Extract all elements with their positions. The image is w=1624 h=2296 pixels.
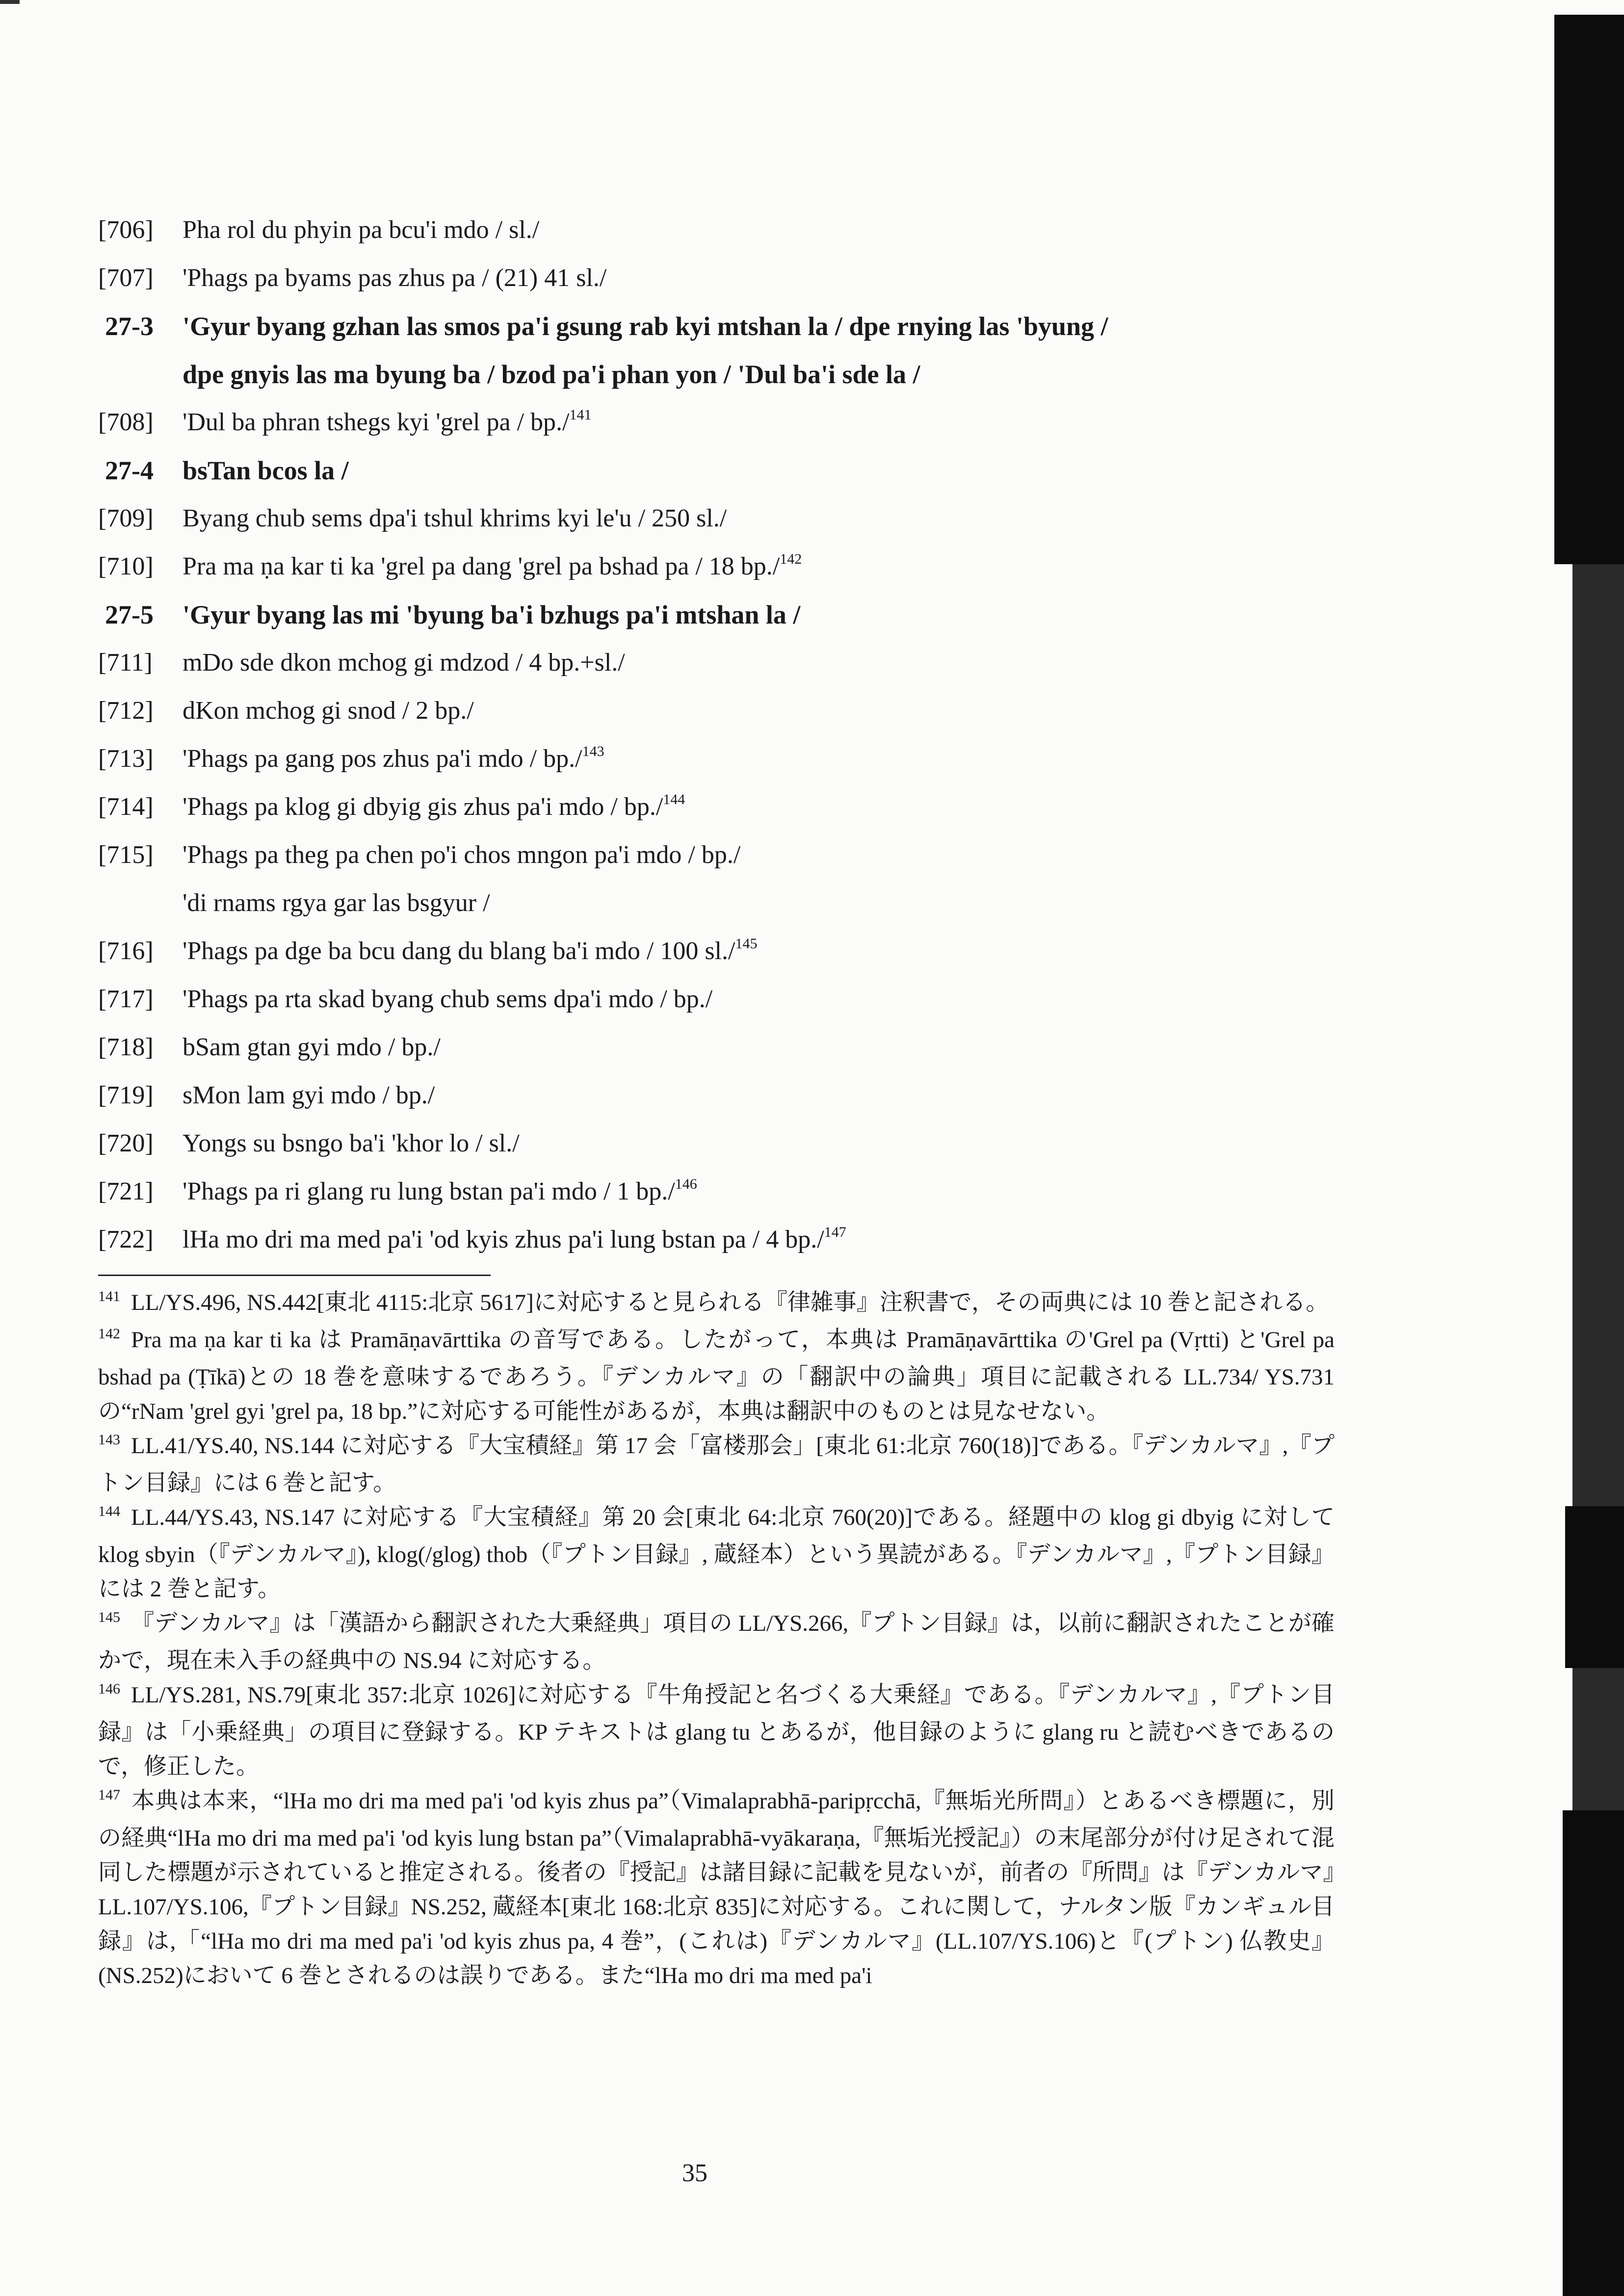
entry-text: dKon mchog gi snod / 2 bp./ <box>183 697 474 725</box>
entry-number: [718] <box>98 1033 154 1061</box>
entry-title <box>183 398 591 446</box>
footnote-text: LL/YS.496, NS.442[東北 4115:北京 5617]に対応すると見られる『律雑事』注釈書で，その両典には 10 巻と記される。 <box>131 1290 1329 1315</box>
footnote-text: 本典は本来，“lHa mo dri ma med pa'i 'od kyis zhus pa”（Vimalaprabhā-paripṛcchā,『無垢光所問』）とあるべき標題に，別の経典“lHa mo dri ma med pa'i 'od kyis lung bstan pa”（Vimalaprabhā-vyākaraṇa,『無垢光授記』）の末尾部分が付け足されて混同した標題が示されていると推定される。後者の『授記』は諸目録に記載を見ないが，前者の『所問』は『デンカルマ』LL.107/YS.106,『プトン目録』NS.252, 蔵経本[東北 168:北京 835]に対応する。これに関して，ナルタン版『カンギュル目録』は,「“lHa mo dri ma med pa'i 'od kyis zhus pa, 4 巻”，(これは)『デンカルマ』(LL.107/YS.106)と『(プトン) 仏教史』(NS.252)において 6 巻とされるのは誤りである。また“lHa mo dri ma med pa'i <box>98 1788 1335 1988</box>
entry-title <box>183 879 490 927</box>
entry-number: [711] <box>98 649 153 677</box>
footnote <box>98 1429 1335 1500</box>
catalog-entry <box>98 1023 1354 1071</box>
entry-text: Yongs su bsngo ba'i 'khor lo / sl./ <box>183 1129 520 1157</box>
scan-edge-bar <box>1563 1810 1624 2296</box>
catalog-entry <box>98 783 1354 831</box>
entry-text: 'Phags pa dge ba bcu dang du blang ba'i mdo / 100 sl./ <box>183 937 735 965</box>
entry-number: [710] <box>98 552 154 580</box>
entry-text: 'Dul ba phran tshegs kyi 'grel pa / bp./ <box>183 408 570 436</box>
page-number: 35 <box>682 2159 707 2187</box>
entry-text: mDo sde dkon mchog gi mdzod / 4 bp.+sl./ <box>183 649 625 677</box>
catalog-entry <box>98 1120 1354 1168</box>
footnote-ref: 144 <box>663 791 685 808</box>
catalog-entry <box>98 687 1354 735</box>
catalog-entry <box>98 1216 1354 1264</box>
entry-number: [707] <box>98 264 154 292</box>
footnote-ref: 142 <box>780 551 802 567</box>
entry-text: bsTan bcos la / <box>183 456 349 485</box>
entry-number: [719] <box>98 1081 154 1109</box>
entry-title <box>183 783 685 831</box>
footnote-text: LL.41/YS.40, NS.144 に対応する『大宝積経』第 17 会「富楼那会」[東北 61:北京 760(18)]である。『デンカルマ』,『プトン目録』には 6 巻と記す。 <box>98 1433 1335 1496</box>
entry-title <box>183 687 474 735</box>
entry-title <box>183 831 740 879</box>
footnote <box>98 1323 1335 1429</box>
catalog-entry <box>98 879 1354 927</box>
entry-text: 'Phags pa byams pas zhus pa / (21) 41 sl./ <box>183 264 607 292</box>
entry-title <box>183 927 757 975</box>
entry-title <box>183 543 802 591</box>
catalog-entry <box>98 543 1354 591</box>
entry-title <box>183 206 539 254</box>
entry-number: [712] <box>98 697 154 725</box>
footnote <box>98 1678 1335 1784</box>
entry-text: 'di rnams rgya gar las bsgyur / <box>183 889 490 917</box>
footnote-number: 143 <box>98 1432 120 1448</box>
section-heading <box>98 350 1354 398</box>
catalog-entry <box>98 735 1354 783</box>
entry-title <box>183 350 920 398</box>
entry-number: [706] <box>98 216 154 244</box>
footnote-ref: 141 <box>569 407 592 423</box>
entry-number: 27-4 <box>105 456 154 485</box>
entry-text: 'Phags pa theg pa chen po'i chos mngon pa'i mdo / bp./ <box>183 841 741 869</box>
entry-text: Byang chub sems dpa'i tshul khrims kyi le'u / 250 sl./ <box>183 504 727 532</box>
section-heading <box>98 591 1354 639</box>
footnote-ref: 143 <box>582 743 604 759</box>
catalog-entry <box>98 495 1354 543</box>
entry-title <box>183 735 604 783</box>
catalog-entry <box>98 927 1354 975</box>
entry-text: 'Phags pa klog gi dbyig gis zhus pa'i mdo / bp./ <box>183 793 663 821</box>
entry-title <box>183 1120 520 1168</box>
entry-title <box>183 302 1108 350</box>
entry-number: [709] <box>98 504 154 532</box>
entry-text: lHa mo dri ma med pa'i 'od kyis zhus pa'i lung bstan pa / 4 bp./ <box>183 1226 824 1253</box>
footnote-number: 145 <box>98 1609 120 1625</box>
catalog-entry <box>98 1071 1354 1120</box>
entry-title <box>183 1071 435 1120</box>
entry-text: sMon lam gyi mdo / bp./ <box>183 1081 435 1109</box>
entry-title <box>183 446 349 495</box>
footnote-text: Pra ma ṇa kar ti ka は Pramāṇavārttika の音写である。したがって，本典は Pramāṇavārttika の'Grel pa (Vṛtti) と'Grel pa bshad pa (Ṭīkā)との 18 巻を意味するであろう。『デンカルマ』の「翻訳中の論典」項目に記載される LL.734/ YS.731 の“rNam 'grel gyi 'grel pa, 18 bp.”に対応する可能性があるが，本典は翻訳中のものとは見なせない。 <box>98 1327 1335 1424</box>
entry-title <box>183 254 606 302</box>
entry-number: [720] <box>98 1129 154 1157</box>
entry-text: bSam gtan gyi mdo / bp./ <box>183 1033 441 1061</box>
scan-edge-bar <box>1554 15 1624 564</box>
entry-number: [721] <box>98 1177 154 1205</box>
entry-text: 'Phags pa rta skad byang chub sems dpa'i mdo / bp./ <box>183 985 713 1013</box>
catalog-entry <box>98 206 1354 254</box>
catalog-entry <box>98 639 1354 687</box>
entry-title <box>183 975 712 1023</box>
entry-title <box>183 1023 441 1071</box>
entry-title <box>183 639 625 687</box>
footnote-number: 146 <box>98 1681 120 1697</box>
entry-number: 27-3 <box>105 312 154 341</box>
entry-number: [717] <box>98 985 154 1013</box>
entry-text: 'Gyur byang gzhan las smos pa'i gsung rab kyi mtshan la / dpe rnying las 'byung / <box>183 312 1108 341</box>
entry-text: 'Gyur byang las mi 'byung ba'i bzhugs pa'i mtshan la / <box>183 600 801 629</box>
entry-text: dpe gnyis las ma byung ba / bzod pa'i phan yon / 'Dul ba'i sde la / <box>183 360 920 389</box>
footnote-text: 『デンカルマ』は「漢語から翻訳された大乗経典」項目の LL/YS.266,『プトン目録』は，以前に翻訳されたことが確かで，現在未入手の経典中の NS.94 に対応する。 <box>98 1611 1335 1673</box>
footnote-number: 141 <box>98 1288 120 1305</box>
footnotes <box>98 1285 1335 1993</box>
catalog-entry <box>98 975 1354 1023</box>
footnote-ref: 147 <box>824 1224 846 1240</box>
entry-number: 27-5 <box>105 600 154 629</box>
entry-title <box>183 1216 846 1264</box>
catalog-entry <box>98 831 1354 879</box>
catalog-entries <box>98 206 1354 1264</box>
entry-number: [713] <box>98 745 154 773</box>
footnote-number: 147 <box>98 1787 120 1803</box>
catalog-entry <box>98 254 1354 302</box>
entry-text: Pra ma ṇa kar ti ka 'grel pa dang 'grel pa bshad pa / 18 bp./ <box>183 552 780 580</box>
scan-edge-bar <box>1565 1506 1624 1668</box>
footnote-ref: 146 <box>675 1176 697 1192</box>
footnote-rule <box>98 1275 491 1276</box>
footnote-text: LL.44/YS.43, NS.147 に対応する『大宝積経』第 20 会[東北 64:北京 760(20)]である。経題中の klog gi dbyig に対して klog sbyin（『デンカルマ』), klog(/glog) thob（『プトン目録』, 蔵経本）という異読がある。『デンカルマ』,『プトン目録』には 2 巻と記す。 <box>98 1505 1335 1602</box>
footnote <box>98 1500 1335 1606</box>
section-heading <box>98 302 1354 350</box>
entry-number: [722] <box>98 1226 154 1253</box>
entry-text: 'Phags pa ri glang ru lung bstan pa'i mdo / 1 bp./ <box>183 1177 675 1205</box>
footnote <box>98 1285 1335 1323</box>
footnote <box>98 1606 1335 1678</box>
entry-title <box>183 495 727 543</box>
entry-number: [715] <box>98 841 154 869</box>
entry-title <box>183 591 800 639</box>
catalog-entry <box>98 1168 1354 1216</box>
footnote <box>98 1784 1335 1993</box>
entry-number: [716] <box>98 937 154 965</box>
entry-number: [714] <box>98 793 154 821</box>
footnote-number: 144 <box>98 1503 120 1519</box>
entry-text: Pha rol du phyin pa bcu'i mdo / sl./ <box>183 216 540 244</box>
footnote-number: 142 <box>98 1326 120 1342</box>
scan-corner-mark <box>0 0 20 4</box>
entry-number: [708] <box>98 408 154 436</box>
entry-text: 'Phags pa gang pos zhus pa'i mdo / bp./ <box>183 745 582 773</box>
section-heading <box>98 446 1354 495</box>
catalog-entry <box>98 398 1354 446</box>
footnote-text: LL/YS.281, NS.79[東北 357:北京 1026]に対応する『牛角授記と名づくる大乗経』である。『デンカルマ』,『プトン目録』は「小乗経典」の項目に登録する。KP テキストは glang tu とあるが，他目録のように glang ru と読むべきであるので，修正した。 <box>98 1682 1335 1779</box>
entry-title <box>183 1168 697 1216</box>
footnote-ref: 145 <box>735 936 758 952</box>
